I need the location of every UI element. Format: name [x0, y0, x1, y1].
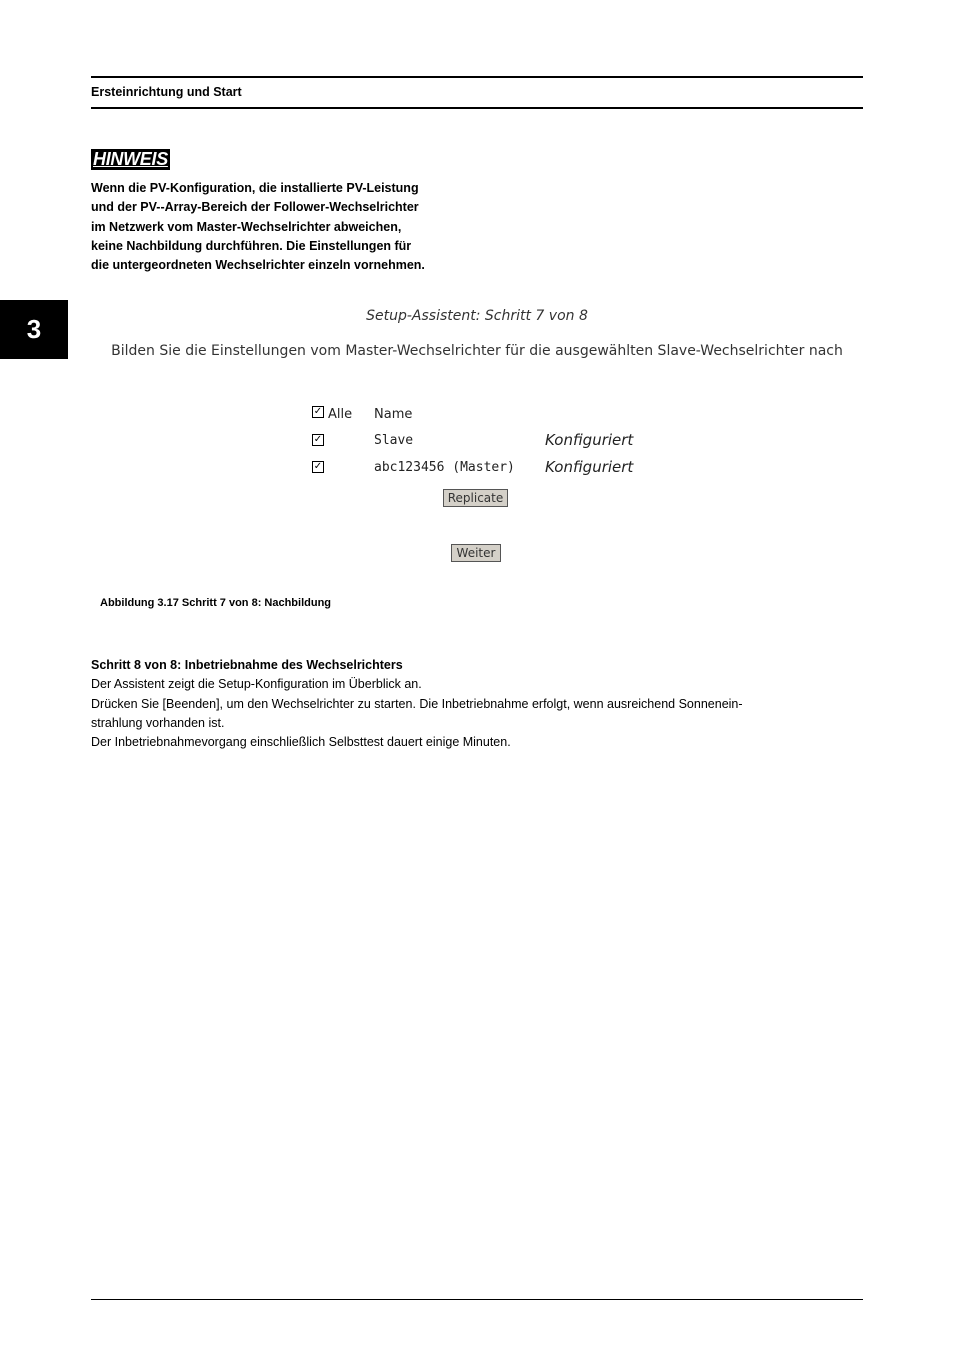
wizard-instruction: Bilden Sie die Einstellungen vom Master-Wechselrichter für die ausgewählten Slave-Wechselrichter nach: [111, 343, 843, 359]
step8-section: [91, 656, 863, 752]
name-column-header: Name: [374, 407, 413, 422]
inverter-status: Konfiguriert: [545, 431, 634, 449]
note-line: die untergeordneten Wechselrichter einzeln vornehmen.: [91, 258, 425, 273]
inverter-status: Konfiguriert: [545, 458, 634, 476]
note-line: und der PV--Array-Bereich der Follower-Wechselrichter: [91, 200, 419, 215]
header-bottom-rule: [91, 107, 863, 109]
inverter-table: [312, 403, 672, 483]
wizard-title: Setup-Assistent: Schritt 7 von 8: [366, 308, 588, 324]
note-line: keine Nachbildung durchführen. Die Einstellungen für: [91, 238, 412, 253]
note-text: [91, 179, 471, 275]
figure-caption: Abbildung 3.17 Schritt 7 von 8: Nachbildung: [100, 597, 332, 609]
step8-line: Der Inbetriebnahmevorgang einschließlich Selbsttest dauert einige Minuten.: [91, 735, 511, 750]
inverter-name: abc123456 (Master): [374, 460, 515, 475]
row-checkbox[interactable]: ✓: [313, 434, 323, 445]
note-line: im Netzwerk vom Master-Wechselrichter abweichen,: [91, 219, 402, 234]
step8-line: Der Assistent zeigt die Setup-Konfiguration im Überblick an.: [91, 677, 422, 692]
row-checkbox[interactable]: ✓: [313, 461, 323, 472]
replicate-button[interactable]: Replicate: [443, 489, 508, 507]
select-all-label: Alle: [328, 407, 353, 422]
note-line: Wenn die PV-Konfiguration, die installierte PV-Leistung: [91, 181, 419, 195]
running-header: Ersteinrichtung und Start: [91, 85, 242, 99]
step8-line: Drücken Sie [Beenden], um den Wechselrichter zu starten. Die Inbetriebnahme erfolgt, wenn ausreichend Sonnenein-: [91, 696, 743, 711]
select-all-checkbox[interactable]: ✓: [313, 406, 323, 417]
note-label: HINWEIS: [93, 149, 168, 169]
next-button[interactable]: Weiter: [451, 544, 501, 562]
footer-rule: [91, 1299, 863, 1300]
step8-heading: Schritt 8 von 8: Inbetriebnahme des Wechselrichters: [91, 658, 403, 672]
inverter-name: Slave: [374, 433, 414, 448]
chapter-tab: 3: [0, 300, 68, 359]
header-top-rule: [91, 76, 863, 78]
step8-line: strahlung vorhanden ist.: [91, 715, 225, 730]
